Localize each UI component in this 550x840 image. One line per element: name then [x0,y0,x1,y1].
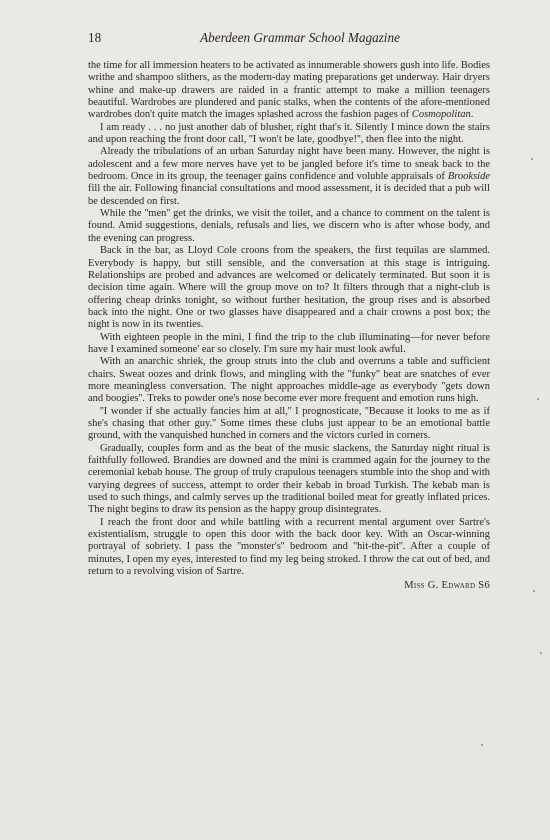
paragraph-3: Already the tribulations of an urban Saturday night have been many. However, the night is adolescent and a few more nerves have yet to be jangled before it's time to sneak back to the bedroom. Once in its group, the teenager gains confidence and voluble appraisals of Brookside fill the air. Following financial consultations and mood assessment, it is decided that a pub will be descended on first. [88,146,490,207]
paragraph-10: I reach the front door and while battling with a recurrent mental argument over Sartre's existentialism, struggle to open this door with the back door key. With an Oscar-winning portrayal of sobriety. I pass the ''monster's'' bedroom and ''hit-the-pit''. After a couple of minutes, I open my eyes, interested to find my leg being stroked. I throw the cat out of bed, and return to a revolving vision of Sartre. [88,516,490,578]
author-signature: Miss G. Edward S6 [404,580,490,592]
tv-show-name: Brookside [447,171,490,183]
paragraph-1: the time for all immersion heaters to be activated as innumerable showers gush into life. Bodies writhe and shampoo slithers, as the modern-day mating preparations get underway. Hair dryers whine and make-up drawers are raided in a frantic attempt to make a million teenagers beautiful. Wardrobes are plundered and panic stalks, when the contents of the afore-mentioned wardrobes don't quite match the images splashed across the fashion pages of Cosmopolitan. [88,60,490,121]
paragraph-8: ''I wonder if she actually fancies him at all,'' I prognosticate, ''Because it looks to me as if she's chasing that other guy.'' Some times these clubs just appear to be an emotional battle ground, with the vanquished hunched in corners and the victors curled in corners. [88,405,490,442]
paper-speck [537,398,539,400]
paper-speck [540,652,542,654]
paragraph-2: I am ready . . . no just another dab of blusher, right that's it. Silently I mince down the stairs and upon reaching the front door call, ''I won't be late, goodbye!'', then flee into the night. [88,121,490,146]
paper-speck [481,744,483,746]
running-title: Aberdeen Grammar School Magazine [200,30,400,45]
paragraph-6: With eighteen people in the mini, I find the trip to the club illuminating—for never before have I examined someone' ear so closely. I'm sure my hair must look awful. [88,331,490,355]
paragraph-4: While the ''men'' get the drinks, we visit the toilet, and a chance to comment on the talent is found. Amid suggestions, denials, refusals and lies, we discern who is after whose body, and the evening can progress. [88,208,490,244]
page-header [88,30,490,48]
paragraph-5: Back in the bar, as Lloyd Cole croons from the speakers, the first tequilas are slammed. Everybody is happy, but still sensible, and the conversation at this stage is intriguing. Relationships are probed and advances are welcomed or delicately terminated. But soon it is decision time again. Where will the group move on to? It filters through that a night-club is offering cheap drinks tonight, so without further hesitation, the group rises and is absorbed back into the night. One or two glasses have disappeared and a chair crowns a post box; the night is now in its twenties. [88,245,490,331]
page-number: 18 [88,30,102,45]
magazine-name: Cosmopolitan [411,109,471,121]
paper-speck [531,158,533,160]
article-body [88,60,490,593]
paragraph-9: Gradually, couples form and as the beat of the music slackens, the Saturday night ritual is faithfully followed. Brandies are downed and the mini is crammed again for the journey to the ceremonial kebab house. The group of truly crapulous teenagers stumble into the shop and with varying degrees of success, attempt to order their kebab in broad Turkish. The kebab man is used to such things, and calmly serves up the traditional boiled meat for greatly inflated prices. The night begins to draw its pension as the happy group disintegrates. [88,442,490,516]
paper-speck [533,590,535,592]
paragraph-7: With an anarchic shriek, the group struts into the club and overruns a table and sufficient chairs. Sweat oozes and drink flows, and mingling with the ''funky'' beat are snatches of ever more meaningless conversation. The night approaches middle-age as everybody ''gets down and boogies''. Treks to powder one's nose become ever more frequent and emotion runs high. [88,356,490,405]
